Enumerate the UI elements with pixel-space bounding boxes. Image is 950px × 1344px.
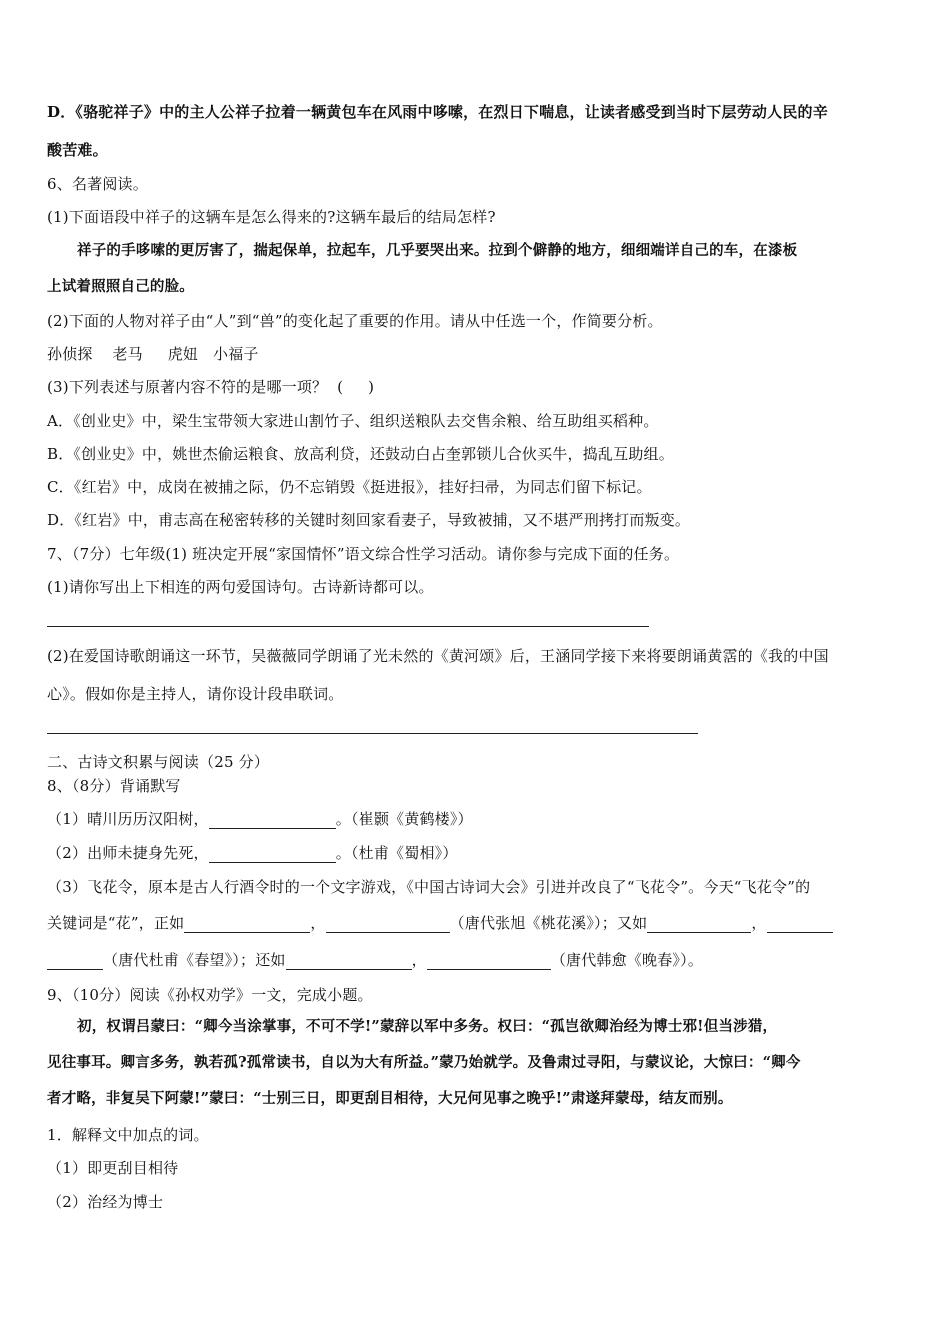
question-7-2-line-2: 心》。假如你是主持人，请你设计段串联词。	[47, 685, 344, 703]
classical-text-line-3: 者才略，非复吴下阿蒙!”蒙曰：“士别三日，即更刮目相待，大兄何见事之晚乎!”肃遂拜蒙母，结友而别。	[47, 1090, 733, 1107]
q8-3-source-3: （唐代韩愈《晚春》）。	[550, 951, 704, 969]
question-8-1	[47, 809, 473, 829]
q8-3-blank-2[interactable]	[326, 916, 450, 933]
question-6-1: (1)下面语段中祥子的这辆车是怎么得来的?这辆车最后的结局怎样?	[47, 208, 496, 226]
question-8-3-line-1: （3）飞花令，原本是古人行酒令时的一个文字游戏，《中国古诗词大会》引进并改良了“飞花令”。今天“飞花令”的	[47, 878, 811, 896]
question-8-3-line-2	[47, 913, 833, 933]
answer-line-7-1[interactable]	[47, 626, 649, 627]
question-6-3: (3)下列表述与原著内容不符的是哪一项？ ( )	[47, 378, 375, 396]
option-b: B．《创业史》中，姚世杰偷运粮食、放高利贷，还鼓动白占奎郭锁儿合伙买牛，捣乱互助组。	[47, 445, 674, 463]
q8-3-comma-2: ，	[751, 914, 767, 932]
question-8-2	[47, 843, 458, 863]
q8-3-comma-3: ，	[411, 951, 427, 969]
q8-3-blank-1[interactable]	[184, 916, 310, 933]
answer-line-7-2[interactable]	[47, 733, 698, 734]
option-d-line-2: 酸苦难。	[47, 141, 108, 159]
question-7-1: (1)请你写出上下相连的两句爱国诗句。古诗新诗都可以。	[47, 578, 434, 596]
q8-3-source-2: （唐代杜甫《春望》）；还如	[103, 951, 286, 969]
q8-3-blank-4b[interactable]	[47, 953, 103, 970]
q8-3-comma-1: ，	[310, 914, 326, 932]
option-c: C．《红岩》中，成岗在被捕之际，仍不忘销毁《挺进报》，挂好扫帚，为同志们留下标记。	[47, 478, 652, 496]
question-7-2-line-1: (2)在爱国诗歌朗诵这一环节，吴薇薇同学朗诵了光未然的《黄河颂》后，王涵同学接下来将要朗诵黄霑的《我的中国	[47, 647, 829, 665]
q8-2-blank[interactable]	[209, 846, 336, 863]
question-9-1-2: （2）治经为博士	[47, 1193, 164, 1211]
q8-3-blank-5[interactable]	[286, 953, 412, 970]
q8-2-prompt: （2）出师未捷身先死，	[47, 844, 209, 862]
question-6-heading: 6、名著阅读。	[47, 175, 148, 193]
section-2-heading: 二、古诗文积累与阅读（25 分）	[47, 753, 270, 771]
q8-1-source: 。（崔颢《黄鹤楼》）	[335, 810, 473, 828]
q8-3-prompt: 关键词是“花”，正如	[47, 914, 185, 932]
q8-2-source: 。（杜甫《蜀相》）	[335, 844, 458, 862]
excerpt-line-2: 上试着照照自己的脸。	[47, 278, 194, 295]
q8-3-source-1: （唐代张旭《桃花溪》）；又如	[449, 914, 648, 932]
question-8-heading: 8、（8分）背诵默写	[47, 777, 181, 795]
question-9-1-1: （1）即更刮目相待	[47, 1159, 179, 1177]
q8-1-blank[interactable]	[209, 812, 336, 829]
q8-3-blank-6[interactable]	[427, 953, 551, 970]
option-d-line-1: D．《骆驼祥子》中的主人公祥子拉着一辆黄包车在风雨中哆嗦，在烈日下喘息，让读者感受到当时下层劳动人民的辛	[47, 103, 828, 121]
q8-3-blank-3[interactable]	[647, 916, 751, 933]
excerpt-line-1: 祥子的手哆嗦的更厉害了，揣起保单，拉起车，几乎要哭出来。拉到个僻静的地方，细细端详自己的车，在漆板	[77, 242, 798, 259]
option-d: D．《红岩》中，甫志高在秘密转移的关键时刻回家看妻子，导致被捕，又不堪严刑拷打而叛变。	[47, 511, 691, 529]
q8-3-blank-4a[interactable]	[767, 916, 833, 933]
question-6-2: (2)下面的人物对祥子由“人”到“兽”的变化起了重要的作用。请从中任选一个，作简要分析。	[47, 312, 663, 330]
question-8-3-line-3	[47, 950, 703, 970]
option-a: A．《创业史》中，梁生宝带领大家进山割竹子、组织送粮队去交售余粮、给互助组买稻种。	[47, 412, 659, 430]
question-9-1: 1．解释文中加点的词。	[47, 1126, 209, 1144]
question-7-heading: 7、（7分）七年级(1) 班决定开展“家国情怀”语文综合性学习活动。请你参与完成下面的任务。	[47, 545, 680, 563]
classical-text-line-2: 见往事耳。卿言多务，孰若孤?孤常读书，自以为大有所益。”蒙乃始就学。及鲁肃过寻阳，与蒙议论，大惊曰：“卿今	[47, 1054, 801, 1071]
classical-text-line-1: 初，权谓吕蒙曰：“卿今当涂掌事，不可不学!”蒙辞以军中多务。权曰：“孤岂欲卿治经为博士邪!但当涉猎，	[77, 1018, 778, 1035]
question-9-heading: 9、（10分）阅读《孙权劝学》一文，完成小题。	[47, 986, 373, 1004]
character-names: 孙侦探 老马 虎妞 小福子	[47, 345, 259, 363]
q8-1-prompt: （1）晴川历历汉阳树，	[47, 810, 209, 828]
